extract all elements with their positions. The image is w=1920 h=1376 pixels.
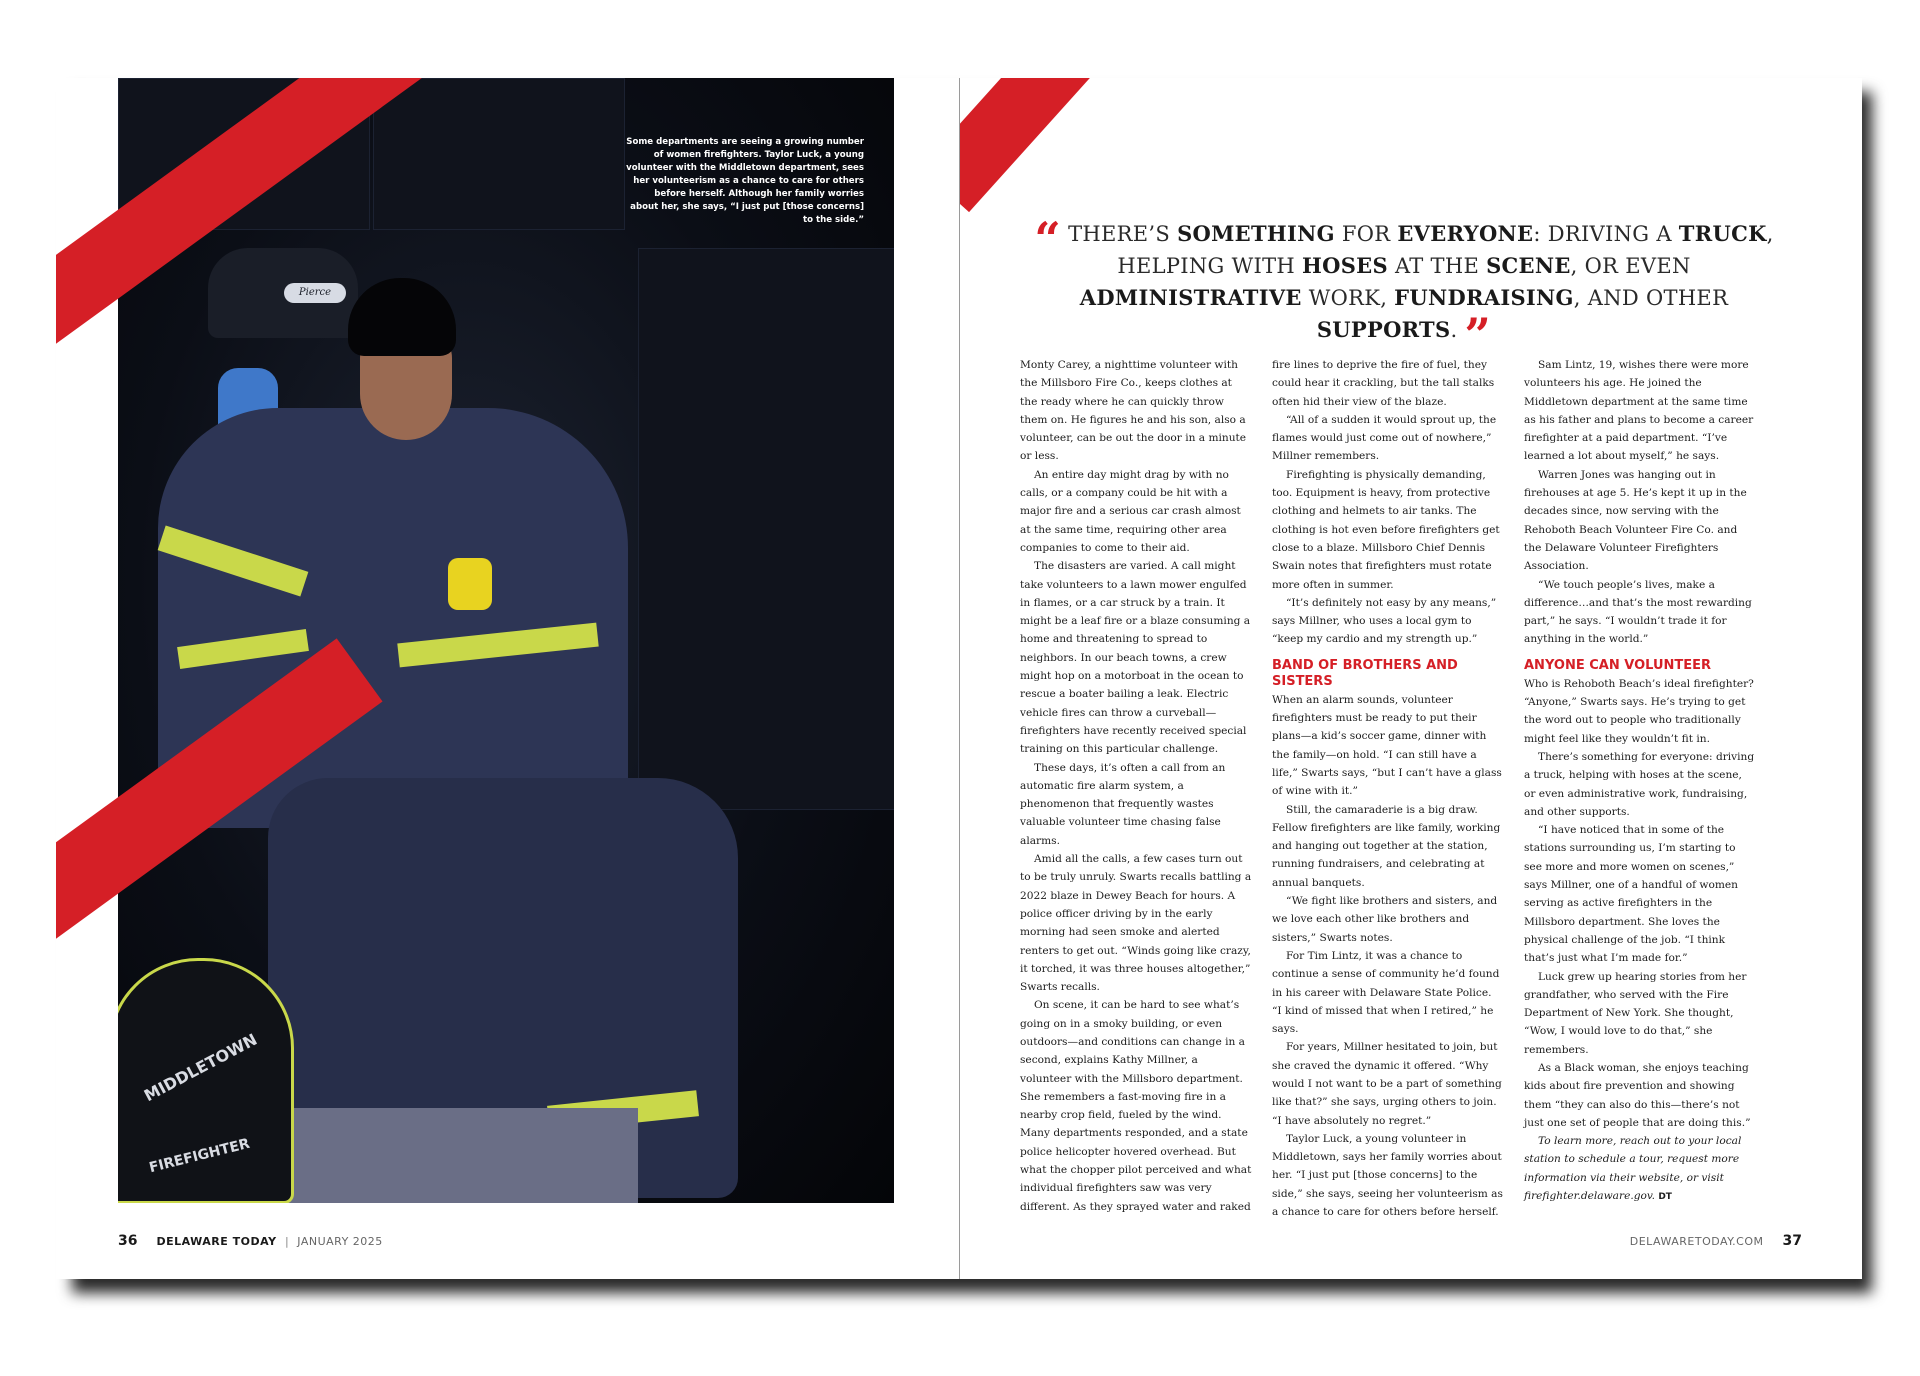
- body-paragraph: [1020, 759, 1252, 850]
- paragraph-text: “It’s definitely not easy by any means,” says Millner, who uses a local gym to “keep my cardio and my strength up.”: [1272, 596, 1497, 646]
- body-paragraph: [1272, 411, 1504, 466]
- paragraph-text: Monty Carey, a nighttime volunteer with the Millsboro Fire Co., keeps clothes at the ready where he can quickly throw them on. He figures he and his son, also a volunteer, can be out the door in a minute or less.: [1020, 359, 1247, 463]
- pull-quote-segment: THERE’S: [1068, 222, 1178, 246]
- paragraph-text: When an alarm sounds, volunteer firefighters must be ready to put their plans—a kid’s soccer game, dinner with the family—on hold. “I can still have a life,” Swarts says, “but I can’t have a glass of wine with it.”: [1272, 693, 1502, 798]
- left-page: [56, 78, 959, 1279]
- body-paragraph: [1272, 1130, 1504, 1221]
- paragraph-text: Amid all the calls, a few cases turn out to be truly unruly. Swarts recalls battling a 2022 blaze in Dewey Beach for hours. A police officer driving by in the early morning had seen smoke and alerted renters to get out. “Winds going like crazy, it torched, it was three houses altogether,” Swarts recalls.: [1020, 853, 1252, 994]
- pull-quote-emphasis: SOMETHING: [1177, 221, 1335, 246]
- article-column-3: [1524, 356, 1756, 1206]
- paragraph-text: fire lines to deprive the fire of fuel, they could hear it crackling, but the tall stalks often hid their view of the blaze.: [1272, 359, 1495, 408]
- pull-quote-emphasis: ADMINISTRATIVE: [1079, 285, 1302, 310]
- paragraph-text: An entire day might drag by with no calls, or a company could be hit with a major fire and a serious car crash almost at the same time, requiring other area companies to come to their aid.: [1020, 468, 1241, 554]
- pull-quote-segment: WORK,: [1301, 286, 1395, 310]
- paragraph-text: There’s something for everyone: driving a truck, helping with hoses at the scene, or even administrative work, fundraising, and other supports.: [1524, 750, 1755, 818]
- page-number: 36: [118, 1233, 138, 1249]
- helmet-text: MIDDLETOWN: [140, 1029, 261, 1106]
- body-paragraph: [1020, 996, 1252, 1216]
- end-mark: DT: [1658, 1192, 1672, 1203]
- pull-quote-segment: .: [1450, 318, 1458, 342]
- left-folio: [118, 1233, 383, 1249]
- website: DELAWARETODAY.COM: [1629, 1235, 1764, 1248]
- issue-date: JANUARY 2025: [297, 1235, 383, 1248]
- section-heading: BAND OF BROTHERS AND SISTERS: [1272, 657, 1458, 689]
- paragraph-text: “We fight like brothers and sisters, and we love each other like brothers and sisters,” Swarts notes.: [1272, 895, 1498, 944]
- paragraph-text: On scene, it can be hard to see what’s going on in a smoky building, or even outdoors—and conditions can change in a second, explains Kathy Millner, a volunteer with the Millsboro department. She remembers a fast-moving fire in a nearby crop field, fueled by the wind. Many departments responded, and a state police helicopter hovered overhead. But what the chopper pilot perceived and what individual firefighters saw was very different. As they sprayed water and raked: [1020, 999, 1252, 1213]
- body-paragraph: [1272, 947, 1504, 1038]
- body-paragraph: [1272, 466, 1504, 594]
- paragraph-text: Warren Jones was hanging out in firehouses at age 5. He’s kept it up in the decades since, now serving with the Rehoboth Beach Volunteer Fire Co. and the Delaware Volunteer Firefighters Association.: [1524, 468, 1747, 573]
- body-paragraph: [1524, 675, 1756, 748]
- body-paragraph: [1524, 576, 1756, 649]
- body-paragraph: [1524, 356, 1756, 466]
- section-heading: ANYONE CAN VOLUNTEER: [1524, 657, 1712, 673]
- pull-quote-segment: AT THE: [1387, 254, 1487, 278]
- locker-panel: [638, 248, 894, 810]
- pull-quote-segment: , AND OTHER: [1573, 286, 1729, 310]
- body-paragraph: [1272, 594, 1504, 649]
- paragraph-text: To learn more, reach out to your local station to schedule a tour, request more information via their website, or visit firefighter.delaware.gov.: [1524, 1135, 1742, 1203]
- body-paragraph: [1020, 850, 1252, 996]
- flashlight: [448, 558, 492, 610]
- pull-quote-emphasis: EVERYONE: [1397, 221, 1534, 246]
- paragraph-text: Sam Lintz, 19, wishes there were more volunteers his age. He joined the Middletown department at the same time as his father and plans to become a career firefighter at a paid department. “I’ve learned a lot about myself,” he says.: [1524, 359, 1754, 463]
- paragraph-text: Luck grew up hearing stories from her grandfather, who served with the Fire Department of New York. She thought, “Wow, I would love to do that,” she remembers.: [1524, 970, 1747, 1056]
- paragraph-text: Still, the camaraderie is a big draw. Fellow firefighters are like family, working and hanging out together at the station, running fundraisers, and celebrating at annual banquets.: [1272, 803, 1501, 889]
- paragraph-text: As a Black woman, she enjoys teaching kids about fire prevention and showing them “they can also do this—there’s not just one set of people that are doing this.”: [1524, 1061, 1751, 1129]
- body-paragraph: [1524, 748, 1756, 821]
- body-paragraph: [1272, 892, 1504, 947]
- magazine-name: DELAWARE TODAY: [156, 1235, 277, 1248]
- paragraph-text: “I have noticed that in some of the stations surrounding us, I’m starting to see more and more women on scenes,” says Millner, one of a handful of women serving as active firefighters in the Millsboro department. She loves the physical challenge of the job. “I think that’s just what I’m made for.”: [1524, 824, 1738, 965]
- paragraph-text: “All of a sudden it would sprout up, the flames would just come out of nowhere,” Millner remembers.: [1272, 413, 1497, 463]
- right-folio: [1630, 1233, 1802, 1249]
- helmet: [118, 958, 294, 1203]
- pull-quote-segment: , HELPING WITH: [1117, 222, 1774, 278]
- seat-logo: Pierce: [284, 283, 346, 303]
- article-column-1: [1020, 356, 1252, 1216]
- pull-quote-text: [1068, 222, 1774, 342]
- article-column-2: [1272, 356, 1504, 1221]
- magazine-spread: [56, 78, 1862, 1279]
- firefighter-photo: [118, 78, 894, 1203]
- close-quote-mark: ”: [1464, 308, 1492, 362]
- body-paragraph: [1020, 356, 1252, 466]
- body-paragraph: [1524, 466, 1756, 576]
- locker-panel: [373, 78, 625, 230]
- head-hood: [348, 278, 456, 356]
- body-paragraph: [1020, 557, 1252, 758]
- paragraph-text: Firefighting is physically demanding, too. Equipment is heavy, from protective clothing and helmets to air tanks. The clothing is hot even before firefighters get close to a blaze. Millsboro Chief Dennis Swain notes that firefighters must rotate more often in summer.: [1272, 468, 1500, 591]
- body-paragraph: [1272, 801, 1504, 892]
- pull-quote: [1024, 212, 1784, 362]
- body-paragraph: [1272, 691, 1504, 801]
- right-page: [960, 78, 1862, 1279]
- paragraph-text: The disasters are varied. A call might take volunteers to a lawn mower engulfed in flames, or a car struck by a train. It might be a leaf fire or a blaze consuming a home and threatening to spread to neighbors. In our beach towns, a crew might hop on a motorboat in the ocean to rescue a boater bailing a leak. Electric vehicle fires can throw a curveball—firefighters have recently received special training on this particular challenge.: [1020, 560, 1251, 756]
- pull-quote-segment: FOR: [1334, 222, 1398, 246]
- red-diagonal-band: [960, 78, 1123, 212]
- paragraph-text: Who is Rehoboth Beach’s ideal firefighter? “Anyone,” Swarts says. He’s trying to get the word out to people who traditionally might feel like they wouldn’t fit in.: [1524, 677, 1754, 745]
- pull-quote-emphasis: HOSES: [1301, 253, 1388, 278]
- pull-quote-segment: , OR EVEN: [1570, 254, 1691, 278]
- pull-quote-segment: : DRIVING A: [1533, 222, 1679, 246]
- body-paragraph: [1524, 1132, 1756, 1206]
- photo-caption: Some departments are seeing a growing number of women firefighters. Taylor Luck, a young volunteer with the Middletown department, sees her volunteerism as a chance to care for others before herself. Although her family worries about her, she says, “I just put [those concerns] to the side.”: [626, 137, 864, 225]
- pull-quote-emphasis: SCENE: [1486, 253, 1571, 278]
- pull-quote-emphasis: TRUCK: [1678, 221, 1767, 246]
- open-quote-mark: “: [1034, 212, 1062, 266]
- body-paragraph: [1524, 968, 1756, 1059]
- paragraph-text: Taylor Luck, a young volunteer in Middletown, says her family worries about her. “I just put [those concerns] to the side,” she says, seeing her volunteerism as a chance to care for others before herself.: [1272, 1132, 1503, 1219]
- page-number: 37: [1782, 1233, 1802, 1249]
- folio-separator: |: [285, 1235, 289, 1248]
- helmet-text: FIREFIGHTER: [147, 1135, 252, 1177]
- pull-quote-emphasis: FUNDRAISING: [1394, 285, 1574, 310]
- paragraph-text: These days, it’s often a call from an automatic fire alarm system, a phenomenon that frequently wastes valuable volunteer time chasing false alarms.: [1020, 761, 1226, 847]
- body-paragraph: [1272, 1038, 1504, 1129]
- paragraph-text: For years, Millner hesitated to join, but she craved the dynamic it offered. “Why would I not want to be a part of something like that?” she says, urging others to join. “I have absolutely no regret.”: [1272, 1041, 1502, 1127]
- pull-quote-emphasis: SUPPORTS: [1316, 317, 1451, 342]
- body-paragraph: [1020, 466, 1252, 557]
- body-paragraph: [1272, 356, 1504, 411]
- body-paragraph: [1524, 821, 1756, 967]
- paragraph-text: “We touch people’s lives, make a difference…and that’s the most rewarding part,” he says. “I wouldn’t trade it for anything in the world.”: [1524, 578, 1752, 646]
- paragraph-text: For Tim Lintz, it was a chance to continue a sense of community he’d found in his career with Delaware State Police. “I kind of missed that when I retired,” he says.: [1272, 949, 1500, 1036]
- body-paragraph: [1524, 1059, 1756, 1132]
